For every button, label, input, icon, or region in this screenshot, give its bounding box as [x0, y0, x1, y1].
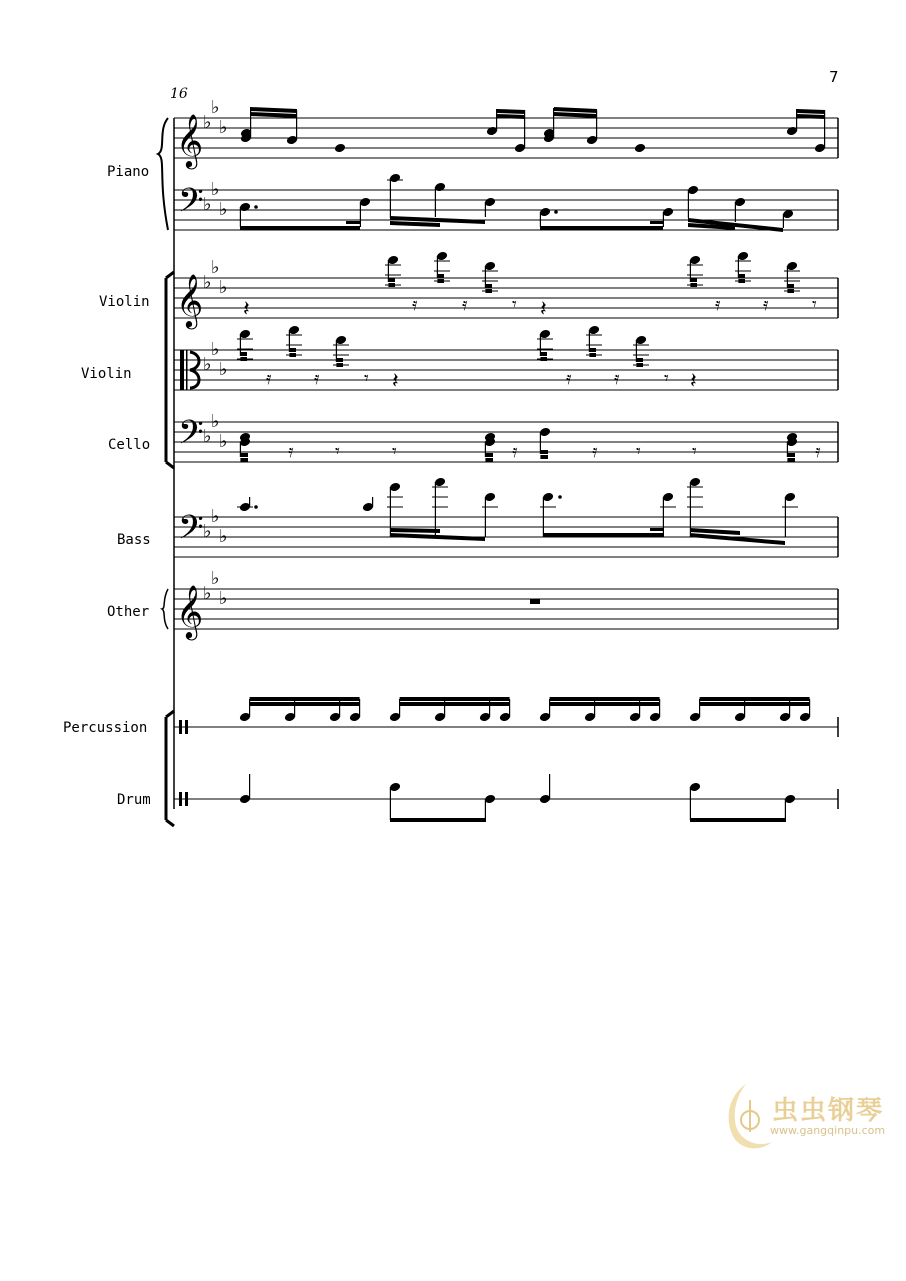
beam: [390, 528, 440, 533]
beam: [240, 226, 360, 230]
beam: [554, 112, 597, 118]
beam: [400, 702, 510, 706]
beam: [787, 289, 794, 293]
beam: [650, 221, 664, 224]
percussion-clef-icon: [185, 720, 188, 734]
percussion-clef-icon: [179, 792, 182, 806]
beam: [240, 357, 247, 361]
staff-label-violin-2: Violin: [81, 366, 132, 382]
key-signature-icon: ♭: [211, 411, 220, 432]
staff-label-percussion: Percussion: [63, 720, 148, 736]
sixteenth-rest-icon: 𝄿: [412, 294, 418, 315]
eighth-rest-icon: 𝄾: [512, 294, 517, 315]
key-signature-icon: ♭: [219, 359, 228, 380]
piano-brace: [158, 118, 168, 230]
beam: [554, 107, 597, 113]
beam: [700, 697, 810, 701]
beam: [390, 818, 486, 822]
staff-label-drum: Drum: [117, 792, 151, 808]
percussion-bracket: [166, 711, 174, 826]
staff-label-piano: Piano: [107, 164, 150, 180]
eighth-rest-icon: 𝄾: [392, 441, 397, 462]
beam: [240, 352, 247, 356]
key-signature-icon: ♭: [211, 179, 220, 200]
beam: [540, 352, 547, 356]
quarter-rest-icon: 𝄽: [540, 297, 547, 322]
alto-clef-icon: [180, 350, 184, 390]
beam: [485, 289, 492, 293]
treble-clef-icon: 𝄞: [176, 113, 204, 167]
sixteenth-rest-icon: 𝄿: [614, 368, 620, 389]
beam: [336, 363, 343, 367]
sixteenth-rest-icon: 𝄿: [715, 294, 721, 315]
beam: [388, 278, 395, 282]
key-signature-icon: ♭: [203, 583, 212, 604]
beam: [540, 226, 663, 230]
other-brace: [162, 589, 168, 629]
key-signature-icon: ♭: [211, 506, 220, 527]
alto-clef-icon: [186, 350, 188, 390]
beam: [390, 533, 485, 541]
beam: [437, 279, 444, 283]
beam: [289, 353, 296, 357]
beam: [540, 455, 548, 459]
sixteenth-rest-icon: 𝄿: [288, 441, 294, 462]
key-signature-icon: ♭: [219, 526, 228, 547]
sixteenth-rest-icon: 𝄿: [266, 368, 272, 389]
eighth-rest-icon: 𝄾: [335, 441, 340, 462]
staff-label-violin-1: Violin: [99, 294, 150, 310]
treble-clef-icon: 𝄞: [176, 584, 204, 638]
beam: [250, 112, 297, 118]
key-signature-icon: ♭: [203, 272, 212, 293]
key-signature-icon: ♭: [211, 97, 220, 118]
beam: [543, 533, 663, 537]
key-signature-icon: ♭: [203, 426, 212, 447]
quarter-rest-icon: 𝄽: [690, 369, 697, 394]
bass-clef-icon: 𝄢: [178, 182, 204, 228]
beam: [650, 528, 664, 531]
beam: [437, 274, 444, 278]
eighth-rest-icon: 𝄾: [664, 368, 669, 389]
key-signature-icon: ♭: [211, 568, 220, 589]
staff-label-bass: Bass: [117, 532, 151, 548]
beam: [700, 702, 810, 706]
beam: [400, 697, 510, 701]
key-signature-icon: ♭: [203, 521, 212, 542]
percussion-clef-icon: [185, 792, 188, 806]
beam: [787, 284, 794, 288]
beam: [289, 348, 296, 352]
beam: [690, 283, 697, 287]
whole-rest-icon: [530, 599, 540, 604]
beam: [738, 279, 745, 283]
beam: [240, 453, 248, 457]
note-head: [634, 143, 646, 154]
beam: [390, 221, 440, 227]
eighth-rest-icon: 𝄾: [636, 441, 641, 462]
beam: [336, 358, 343, 362]
augmentation-dot: [254, 205, 258, 209]
measure-number: 16: [170, 86, 188, 102]
key-signature-icon: ♭: [211, 257, 220, 278]
beam: [485, 284, 492, 288]
quarter-rest-icon: 𝄽: [243, 297, 250, 322]
beam: [388, 283, 395, 287]
beam: [797, 109, 825, 114]
beam: [589, 348, 596, 352]
sixteenth-rest-icon: 𝄿: [763, 294, 769, 315]
key-signature-icon: ♭: [211, 339, 220, 360]
sixteenth-rest-icon: 𝄿: [462, 294, 468, 315]
watermark-url: www.gangqinpu.com: [770, 1124, 886, 1137]
eighth-rest-icon: 𝄾: [364, 368, 369, 389]
beam: [690, 818, 786, 822]
bass-clef-icon: 𝄢: [178, 414, 204, 460]
sixteenth-rest-icon: 𝄿: [592, 441, 598, 462]
key-signature-icon: ♭: [203, 112, 212, 133]
sixteenth-rest-icon: 𝄿: [566, 368, 572, 389]
augmentation-dot: [558, 495, 562, 499]
beam: [250, 697, 360, 701]
beam: [589, 353, 596, 357]
beam: [540, 450, 548, 454]
sixteenth-rest-icon: 𝄿: [314, 368, 320, 389]
beam: [540, 357, 547, 361]
key-signature-icon: ♭: [203, 354, 212, 375]
beam: [485, 453, 493, 457]
beam: [636, 358, 643, 362]
staff-label-cello: Cello: [108, 437, 151, 453]
watermark-logo: [729, 1084, 772, 1148]
bass-clef-icon: 𝄢: [178, 509, 204, 555]
strings-bracket: [166, 272, 174, 468]
staff-label-other: Other: [107, 604, 150, 620]
beam: [787, 453, 795, 457]
beam: [346, 221, 360, 224]
key-signature-icon: ♭: [203, 194, 212, 215]
sixteenth-rest-icon: 𝄿: [815, 441, 821, 462]
beam: [550, 697, 660, 701]
augmentation-dot: [254, 505, 258, 509]
beam: [485, 458, 493, 462]
sixteenth-rest-icon: 𝄿: [512, 441, 518, 462]
beam: [250, 702, 360, 706]
key-signature-icon: ♭: [219, 277, 228, 298]
beam: [250, 107, 297, 113]
key-signature-icon: ♭: [219, 117, 228, 138]
beam: [690, 278, 697, 282]
key-signature-icon: ♭: [219, 431, 228, 452]
page-number: 7: [829, 68, 839, 86]
key-signature-icon: ♭: [219, 199, 228, 220]
beam: [787, 458, 795, 462]
note-head: [334, 143, 346, 154]
quarter-rest-icon: 𝄽: [392, 369, 399, 394]
beam: [240, 458, 248, 462]
key-signature-icon: ♭: [219, 588, 228, 609]
watermark-name: 虫虫钢琴: [772, 1096, 885, 1126]
beam: [738, 274, 745, 278]
eighth-rest-icon: 𝄾: [692, 441, 697, 462]
beam: [497, 109, 525, 114]
beam: [636, 363, 643, 367]
augmentation-dot: [554, 210, 558, 214]
treble-clef-icon: 𝄞: [176, 273, 204, 327]
beam: [550, 702, 660, 706]
percussion-clef-icon: [179, 720, 182, 734]
eighth-rest-icon: 𝄾: [812, 294, 817, 315]
